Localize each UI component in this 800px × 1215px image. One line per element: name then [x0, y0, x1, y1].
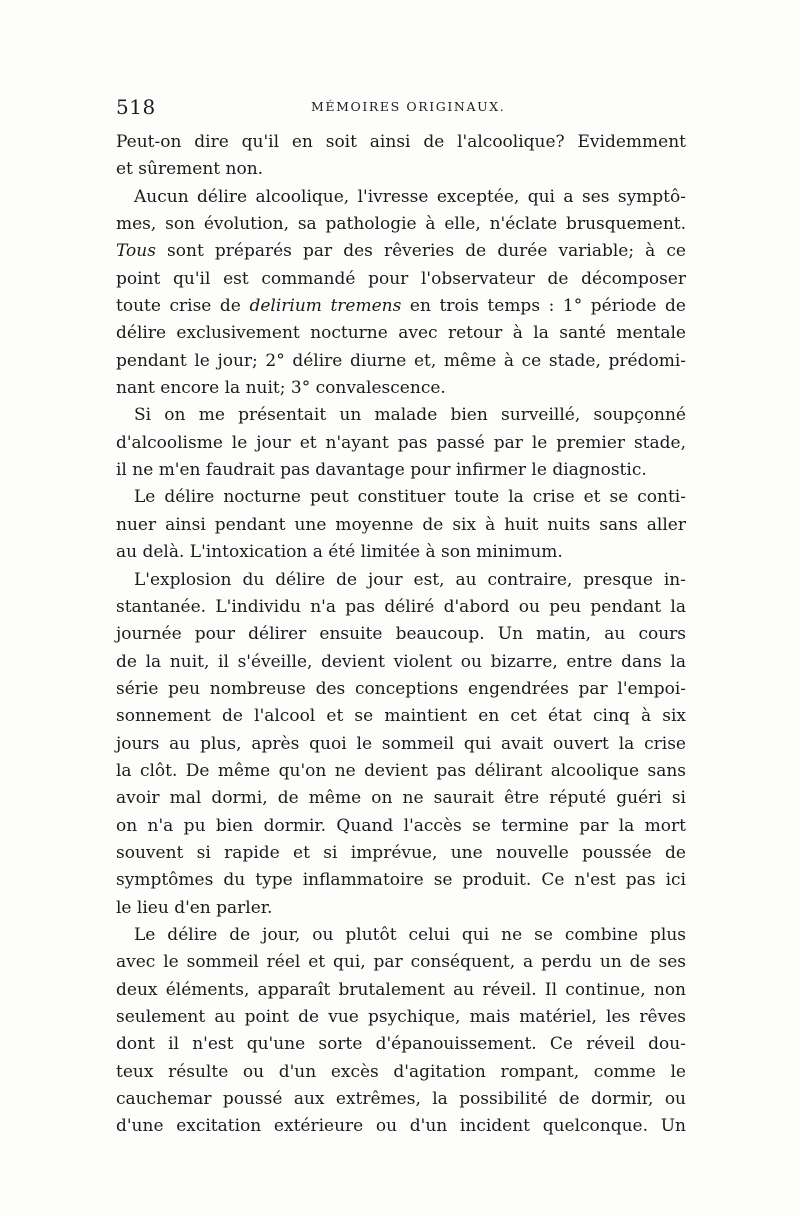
- text-segment: et sûrement non.: [116, 159, 264, 180]
- text-segment: souvent si rapide et si imprévue, une nouvelle poussée de: [116, 842, 686, 863]
- text-line: [116, 184, 686, 211]
- text-segment: de la nuit, il s'éveille, devient violent ou bizarre, entre dans la: [116, 651, 686, 672]
- text-segment: d'une excitation extérieure ou d'un incident quelconque. Un: [116, 1116, 686, 1137]
- text-line: [116, 922, 686, 949]
- text-segment: série peu nombreuse des conceptions engendrées par l'empoi-: [116, 678, 686, 699]
- text-line: [116, 594, 686, 621]
- text-line: [116, 238, 686, 265]
- text-segment: sonnement de l'alcool et se maintient en cet état cinq à six: [116, 706, 686, 727]
- text-line: [116, 1031, 686, 1058]
- running-title: MÉMOIRES ORIGINAUX.: [311, 99, 506, 114]
- text-line: [116, 539, 686, 566]
- text-line: [116, 621, 686, 648]
- text-segment: pendant le jour; 2° délire diurne et, même à ce stade, prédomi-: [116, 350, 686, 371]
- text-line: [116, 895, 686, 922]
- text-segment: deux éléments, apparaît brutalement au réveil. Il continue, non: [116, 979, 686, 1000]
- text-line: [116, 430, 686, 457]
- page-header: [116, 95, 686, 119]
- text-segment: la clôt. De même qu'on ne devient pas délirant alcoolique sans: [116, 760, 686, 781]
- text-segment: dont il n'est qu'une sorte d'épanouissement. Ce réveil dou-: [116, 1034, 686, 1055]
- text-line: [116, 567, 686, 594]
- text-segment: Peut-on dire qu'il en soit ainsi de l'alcoolique? Evidemment: [116, 132, 686, 152]
- text-line: [116, 129, 686, 156]
- text-line: [116, 867, 686, 894]
- text-segment: Le délire de jour, ou plutôt celui qui ne se combine plus: [134, 924, 686, 945]
- text-line: [116, 731, 686, 758]
- italic-text: delirium tremens: [249, 296, 402, 317]
- text-segment: avec le sommeil réel et qui, par conséquent, a perdu un de ses: [116, 952, 686, 973]
- text-line: [116, 676, 686, 703]
- text-segment: Si on me présentait un malade bien surveillé, soupçonné: [134, 405, 686, 426]
- body-text: [116, 129, 686, 1141]
- text-line: [116, 211, 686, 238]
- text-line: [116, 320, 686, 347]
- text-line: [116, 1004, 686, 1031]
- text-segment: au delà. L'intoxication a été limitée à son minimum.: [116, 542, 563, 563]
- text-line: [116, 649, 686, 676]
- text-segment: mes, son évolution, sa pathologie à elle, n'éclate brusquement.: [116, 214, 686, 235]
- text-segment: seulement au point de vue psychique, mais matériel, les rêves: [116, 1007, 686, 1027]
- text-segment: symptômes du type inflammatoire se produit. Ce n'est pas ici: [116, 870, 686, 891]
- text-segment: il ne m'en faudrait pas davantage pour infirmer le diagnostic.: [116, 460, 647, 481]
- text-line: [116, 1059, 686, 1086]
- text-line: [116, 949, 686, 976]
- text-segment: cauchemar poussé aux extrêmes, la possibilité de dormir, ou: [116, 1089, 686, 1110]
- text-line: [116, 1113, 686, 1140]
- text-segment: L'explosion du délire de jour est, au contraire, presque in-: [134, 569, 686, 590]
- text-segment: avoir mal dormi, de même on ne saurait être réputé guéri si: [116, 788, 686, 809]
- text-line: [116, 457, 686, 484]
- text-line: [116, 156, 686, 183]
- text-line: [116, 293, 686, 320]
- text-line: [116, 758, 686, 785]
- text-segment: nant encore la nuit; 3° convalescence.: [116, 378, 446, 399]
- text-line: [116, 813, 686, 840]
- italic-text: Tous: [116, 241, 156, 262]
- text-segment: on n'a pu bien dormir. Quand l'accès se termine par la mort: [116, 815, 686, 836]
- text-segment: teux résulte ou d'un excès d'agitation rompant, comme le: [116, 1061, 686, 1082]
- text-line: [116, 375, 686, 402]
- text-segment: délire exclusivement nocturne avec retour à la santé mentale: [116, 323, 686, 344]
- text-segment: Aucun délire alcoolique, l'ivresse exceptée, qui a ses symptô-: [134, 186, 686, 207]
- text-line: [116, 785, 686, 812]
- text-line: [116, 402, 686, 429]
- text-segment: jours au plus, après quoi le sommeil qui avait ouvert la crise: [116, 733, 686, 754]
- text-line: [116, 703, 686, 730]
- text-segment: d'alcoolisme le jour et n'ayant pas passé par le premier stade,: [116, 432, 686, 453]
- page-number: 518: [116, 95, 156, 119]
- text-line: [116, 484, 686, 511]
- text-segment: nuer ainsi pendant une moyenne de six à huit nuits sans aller: [116, 514, 686, 535]
- text-segment: Le délire nocturne peut constituer toute la crise et se conti-: [134, 487, 686, 508]
- text-segment: sont préparés par des rêveries de durée variable; à ce: [155, 241, 686, 262]
- text-segment: en trois temps : 1° période de: [401, 296, 686, 317]
- text-segment: point qu'il est commandé pour l'observateur de décomposer: [116, 268, 686, 289]
- text-segment: le lieu d'en parler.: [116, 897, 273, 918]
- text-line: [116, 348, 686, 375]
- text-segment: stantanée. L'individu n'a pas déliré d'abord ou peu pendant la: [116, 596, 686, 617]
- text-line: [116, 840, 686, 867]
- text-line: [116, 266, 686, 293]
- text-line: [116, 512, 686, 539]
- text-segment: toute crise de: [116, 296, 250, 317]
- text-segment: journée pour délirer ensuite beaucoup. Un matin, au cours: [116, 624, 686, 645]
- text-line: [116, 977, 686, 1004]
- text-line: [116, 1086, 686, 1113]
